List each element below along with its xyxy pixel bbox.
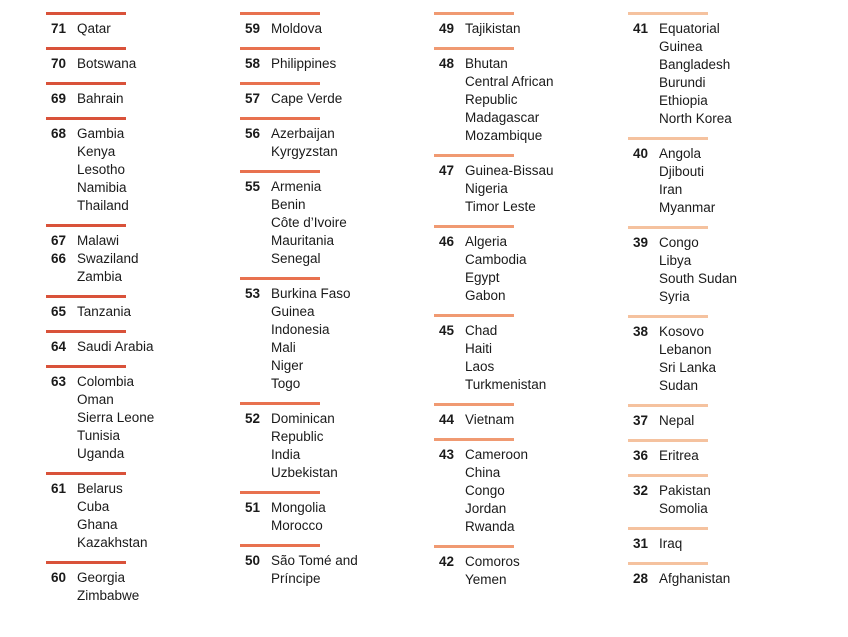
country-name: China: [465, 465, 501, 480]
score-value: 51: [244, 500, 260, 515]
country-name: Lesotho: [77, 162, 126, 177]
score-value: 42: [438, 554, 454, 569]
score-value: 40: [632, 146, 648, 161]
country-name: Bangladesh: [659, 57, 731, 72]
country-name: Kazakhstan: [77, 535, 148, 550]
country-name: Republic: [271, 429, 324, 444]
country-names: [465, 162, 554, 216]
score-entry: [46, 569, 246, 605]
score-value: 64: [50, 339, 66, 354]
country-name: Belarus: [77, 481, 123, 496]
country-name: Príncipe: [271, 571, 321, 586]
country-name: Guinea: [659, 39, 703, 54]
group-divider: [46, 472, 126, 475]
score-entry: [240, 410, 440, 482]
country-name: Mauritania: [271, 233, 335, 248]
country-names: [271, 499, 326, 535]
score-value: 46: [438, 234, 454, 249]
country-names: [659, 234, 737, 306]
country-name: Niger: [271, 358, 304, 373]
country-names: [465, 322, 546, 394]
country-names: [659, 145, 715, 217]
country-name: Qatar: [77, 21, 111, 36]
score-entry: [240, 499, 440, 535]
score-value: 48: [438, 56, 454, 71]
country-name: Comoros: [465, 554, 520, 569]
group-divider: [46, 12, 126, 15]
country-name: Burundi: [659, 75, 706, 90]
group-divider: [434, 438, 514, 441]
group-divider: [434, 403, 514, 406]
score-entry: [46, 55, 246, 73]
country-name: Mongolia: [271, 500, 326, 515]
country-name: Afghanistan: [659, 571, 731, 586]
score-entry: [240, 178, 440, 268]
score-value: 52: [244, 411, 260, 426]
score-entry: [628, 570, 828, 588]
score-value: 63: [50, 374, 66, 389]
country-name: Senegal: [271, 251, 321, 266]
score-entry: [628, 447, 828, 465]
group-divider: [434, 314, 514, 317]
score-entry: [240, 125, 440, 161]
country-name: Yemen: [465, 572, 507, 587]
score-value: 39: [632, 235, 648, 250]
country-name: Nepal: [659, 413, 695, 428]
score-entry: [628, 535, 828, 553]
score-entry: [628, 323, 828, 395]
column-2: [240, 0, 440, 588]
score-value: 57: [244, 91, 260, 106]
group-divider: [240, 491, 320, 494]
country-names: [465, 233, 527, 305]
country-name: Pakistan: [659, 483, 711, 498]
country-names: [659, 482, 711, 518]
group-divider: [434, 12, 514, 15]
country-name: Somolia: [659, 501, 708, 516]
country-name: Iraq: [659, 536, 683, 551]
score-value: 32: [632, 483, 648, 498]
country-name: Rwanda: [465, 519, 515, 534]
group-divider: [628, 315, 708, 318]
group-divider: [628, 474, 708, 477]
country-name: Burkina Faso: [271, 286, 351, 301]
score-entry: [46, 125, 246, 215]
country-names: [77, 250, 139, 286]
country-names: [271, 552, 358, 588]
country-name: Sri Lanka: [659, 360, 717, 375]
group-divider: [434, 154, 514, 157]
country-name: Sierra Leone: [77, 410, 155, 425]
country-name: Saudi Arabia: [77, 339, 154, 354]
score-value: 47: [438, 163, 454, 178]
score-value: 50: [244, 553, 260, 568]
score-entry: [46, 90, 246, 108]
group-divider: [46, 365, 126, 368]
country-name: Mozambique: [465, 128, 543, 143]
country-names: [77, 125, 129, 215]
country-name: Botswana: [77, 56, 137, 71]
country-names: [77, 90, 124, 108]
country-name: Madagascar: [465, 110, 540, 125]
score-value: 61: [50, 481, 66, 496]
country-names: [465, 446, 528, 536]
score-value: 71: [50, 21, 66, 36]
country-name: Syria: [659, 289, 690, 304]
group-divider: [434, 47, 514, 50]
group-divider: [46, 117, 126, 120]
country-name: Philippines: [271, 56, 337, 71]
group-divider: [628, 527, 708, 530]
country-name: Egypt: [465, 270, 500, 285]
country-name: Algeria: [465, 234, 508, 249]
group-divider: [628, 562, 708, 565]
score-value: 43: [438, 447, 454, 462]
score-value: 68: [50, 126, 66, 141]
country-names: [659, 535, 682, 553]
country-name: Namibia: [77, 180, 127, 195]
country-name: Tajikistan: [465, 21, 521, 36]
country-names: [659, 412, 694, 430]
score-value: 41: [632, 21, 648, 36]
country-names: [465, 411, 514, 429]
group-divider: [46, 295, 126, 298]
country-name: Azerbaijan: [271, 126, 335, 141]
score-value: 67: [50, 233, 66, 248]
country-names: [77, 232, 119, 250]
country-name: Benin: [271, 197, 306, 212]
country-name: Côte d’Ivoire: [271, 215, 347, 230]
score-value: 70: [50, 56, 66, 71]
group-divider: [46, 47, 126, 50]
country-names: [271, 410, 338, 482]
group-divider: [240, 82, 320, 85]
score-value: 60: [50, 570, 66, 585]
group-divider: [240, 170, 320, 173]
group-divider: [628, 12, 708, 15]
country-name: Ethiopia: [659, 93, 708, 108]
country-name: Turkmenistan: [465, 377, 547, 392]
country-name: Angola: [659, 146, 702, 161]
score-entry: [240, 90, 440, 108]
country-name: Lebanon: [659, 342, 712, 357]
country-name: Armenia: [271, 179, 322, 194]
score-value: 66: [50, 251, 66, 266]
group-divider: [46, 82, 126, 85]
country-names: [77, 569, 139, 605]
group-divider: [434, 545, 514, 548]
country-name: Georgia: [77, 570, 126, 585]
country-name: Moldova: [271, 21, 323, 36]
country-name: South Sudan: [659, 271, 738, 286]
country-name: Colombia: [77, 374, 135, 389]
country-names: [77, 373, 154, 463]
score-entry: [628, 20, 828, 128]
score-entry: [434, 446, 634, 536]
score-entry: [240, 285, 440, 393]
group-divider: [240, 277, 320, 280]
score-entry: [628, 482, 828, 518]
country-name: Myanmar: [659, 200, 716, 215]
country-names: [271, 125, 338, 161]
country-names: [659, 570, 730, 588]
group-divider: [628, 404, 708, 407]
country-name: Thailand: [77, 198, 129, 213]
country-name: Libya: [659, 253, 692, 268]
country-name: Mali: [271, 340, 296, 355]
group-divider: [240, 12, 320, 15]
score-entry: [46, 20, 246, 38]
country-name: Uzbekistan: [271, 465, 338, 480]
score-entry: [434, 55, 634, 145]
column-3: [434, 0, 634, 589]
country-name: Kenya: [77, 144, 116, 159]
group-divider: [240, 544, 320, 547]
score-entry: [434, 162, 634, 216]
country-name: Nigeria: [465, 181, 508, 196]
score-entry: [240, 55, 440, 73]
group-divider: [46, 561, 126, 564]
score-entry: [46, 250, 246, 286]
country-names: [77, 338, 154, 356]
group-divider: [434, 225, 514, 228]
country-names: [271, 285, 351, 393]
country-name: Bhutan: [465, 56, 508, 71]
group-divider: [46, 330, 126, 333]
country-name: Gambia: [77, 126, 125, 141]
country-name: Eritrea: [659, 448, 699, 463]
score-value: 58: [244, 56, 260, 71]
country-names: [77, 303, 131, 321]
country-name: Cambodia: [465, 252, 527, 267]
country-name: Tanzania: [77, 304, 132, 319]
country-name: Chad: [465, 323, 498, 338]
column-4: [628, 0, 828, 588]
country-names: [77, 20, 111, 38]
country-names: [465, 20, 521, 38]
country-names: [77, 480, 148, 552]
country-names: [659, 20, 732, 128]
country-names: [465, 55, 554, 145]
group-divider: [240, 117, 320, 120]
country-name: Vietnam: [465, 412, 515, 427]
score-entry: [46, 303, 246, 321]
country-name: Kosovo: [659, 324, 705, 339]
country-name: Republic: [465, 92, 518, 107]
country-name: Sudan: [659, 378, 699, 393]
country-name: Jordan: [465, 501, 507, 516]
country-name: Haiti: [465, 341, 493, 356]
score-value: 36: [632, 448, 648, 463]
country-names: [465, 553, 520, 589]
country-name: Oman: [77, 392, 114, 407]
country-names: [271, 20, 322, 38]
score-entry: [628, 234, 828, 306]
country-name: Swaziland: [77, 251, 139, 266]
score-value: 28: [632, 571, 648, 586]
country-names: [659, 323, 716, 395]
country-name: North Korea: [659, 111, 732, 126]
score-entry: [434, 233, 634, 305]
country-name: Togo: [271, 376, 301, 391]
country-name: Ghana: [77, 517, 118, 532]
country-name: Guinea: [271, 304, 315, 319]
column-1: [46, 0, 246, 605]
country-name: Cameroon: [465, 447, 529, 462]
country-name: Equatorial: [659, 21, 720, 36]
country-name: Indonesia: [271, 322, 330, 337]
country-names: [271, 178, 347, 268]
country-name: Congo: [659, 235, 699, 250]
score-value: 55: [244, 179, 260, 194]
score-value: 69: [50, 91, 66, 106]
country-name: Malawi: [77, 233, 120, 248]
country-name: Dominican: [271, 411, 335, 426]
country-name: Kyrgyzstan: [271, 144, 338, 159]
country-name: Laos: [465, 359, 495, 374]
score-entry: [434, 20, 634, 38]
score-value: 38: [632, 324, 648, 339]
score-value: 65: [50, 304, 66, 319]
country-name: Zimbabwe: [77, 588, 140, 603]
group-divider: [46, 224, 126, 227]
score-value: 37: [632, 413, 648, 428]
score-entry: [46, 373, 246, 463]
score-entry: [628, 145, 828, 217]
score-value: 59: [244, 21, 260, 36]
country-name: Morocco: [271, 518, 323, 533]
score-value: 45: [438, 323, 454, 338]
score-entry: [46, 338, 246, 356]
group-divider: [240, 402, 320, 405]
group-divider: [628, 226, 708, 229]
score-value: 49: [438, 21, 454, 36]
country-names: [659, 447, 699, 465]
country-name: Iran: [659, 182, 683, 197]
country-name: Uganda: [77, 446, 125, 461]
score-entry: [628, 412, 828, 430]
country-name: Gabon: [465, 288, 506, 303]
country-names: [271, 55, 336, 73]
country-name: Bahrain: [77, 91, 124, 106]
country-name: India: [271, 447, 301, 462]
score-entry: [434, 553, 634, 589]
country-name: Guinea-Bissau: [465, 163, 554, 178]
country-name: Timor Leste: [465, 199, 536, 214]
country-names: [271, 90, 342, 108]
country-name: Zambia: [77, 269, 123, 284]
country-name: São Tomé and: [271, 553, 358, 568]
score-value: 56: [244, 126, 260, 141]
score-entry: [240, 20, 440, 38]
country-name: Central African: [465, 74, 554, 89]
country-name: Tunisia: [77, 428, 121, 443]
country-name: Cuba: [77, 499, 110, 514]
score-value: 44: [438, 412, 454, 427]
group-divider: [628, 439, 708, 442]
score-value: 31: [632, 536, 648, 551]
group-divider: [628, 137, 708, 140]
score-entry: [46, 480, 246, 552]
country-name: Djibouti: [659, 164, 705, 179]
score-entry: [434, 411, 634, 429]
group-divider: [240, 47, 320, 50]
score-entry: [240, 552, 440, 588]
score-entry: [46, 232, 246, 250]
country-name: Congo: [465, 483, 505, 498]
score-value: 53: [244, 286, 260, 301]
country-names: [77, 55, 136, 73]
country-name: Cape Verde: [271, 91, 343, 106]
score-entry: [434, 322, 634, 394]
